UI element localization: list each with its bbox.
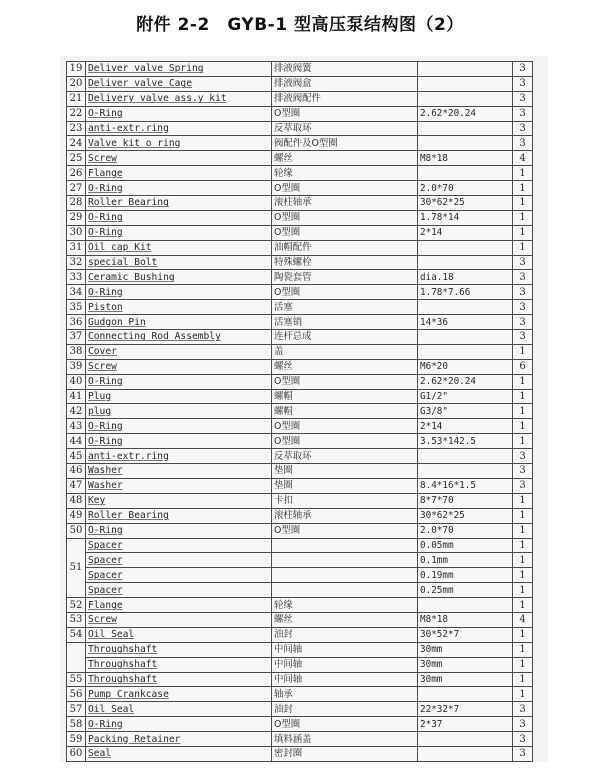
part-qty: 1: [513, 389, 533, 404]
table-row: [67, 478, 533, 493]
part-spec: 8*7*70: [418, 493, 513, 508]
part-spec: [418, 330, 513, 345]
part-name-en: Deliver valve Spring: [86, 62, 272, 77]
table-row: [67, 419, 533, 434]
part-name-en: Spacer: [86, 583, 272, 598]
part-spec: M8*18: [418, 612, 513, 627]
table-row: [67, 464, 533, 479]
part-number: 25: [67, 151, 86, 166]
part-qty: 3: [513, 121, 533, 136]
part-spec: 30*52*7: [418, 627, 513, 642]
part-qty: 1: [513, 404, 533, 419]
part-name-cn: O型圈: [272, 523, 418, 538]
part-name-en: Key: [86, 493, 272, 508]
part-name-en: Connecting Rod Assembly: [86, 330, 272, 345]
table-row: [67, 493, 533, 508]
part-number: 55: [67, 672, 86, 687]
part-name-cn: 垫圈: [272, 464, 418, 479]
part-number: 45: [67, 449, 86, 464]
part-qty: 1: [513, 508, 533, 523]
part-qty: 6: [513, 359, 533, 374]
part-spec: 30*62*25: [418, 196, 513, 211]
part-qty: 1: [513, 598, 533, 613]
table-row: [67, 523, 533, 538]
part-qty: 3: [513, 106, 533, 121]
part-name-cn: 阀配件及O型圈: [272, 136, 418, 151]
part-number: 23: [67, 121, 86, 136]
part-name-cn: 螺丝: [272, 612, 418, 627]
part-number: 40: [67, 374, 86, 389]
part-name-cn: O型圈: [272, 374, 418, 389]
part-number: 42: [67, 404, 86, 419]
part-name-en: Piston: [86, 300, 272, 315]
part-name-cn: O型圈: [272, 210, 418, 225]
part-spec: 30*62*25: [418, 508, 513, 523]
part-spec: [418, 344, 513, 359]
part-number: 53: [67, 612, 86, 627]
part-spec: G1/2": [418, 389, 513, 404]
part-number: 41: [67, 389, 86, 404]
part-spec: 2.0*70: [418, 523, 513, 538]
part-spec: [418, 300, 513, 315]
part-number: 51: [67, 538, 86, 598]
part-name-cn: 滚柱轴承: [272, 508, 418, 523]
part-number: 47: [67, 478, 86, 493]
part-name-en: O-Ring: [86, 106, 272, 121]
table-row: [67, 672, 533, 687]
part-name-cn: 盖: [272, 344, 418, 359]
part-qty: 1: [513, 672, 533, 687]
part-qty: 3: [513, 76, 533, 91]
part-name-en: Washer: [86, 464, 272, 479]
part-name-cn: 轮缘: [272, 598, 418, 613]
part-name-cn: 螺丝: [272, 359, 418, 374]
part-spec: 30mm: [418, 642, 513, 657]
part-qty: 1: [513, 344, 533, 359]
part-name-en: O-Ring: [86, 419, 272, 434]
part-name-en: Deliver valve Cage: [86, 76, 272, 91]
part-name-cn: 中间轴: [272, 642, 418, 657]
part-name-en: Oil Seal: [86, 702, 272, 717]
part-number: 28: [67, 196, 86, 211]
part-name-cn: 排液阀簧: [272, 62, 418, 77]
part-name-en: Flange: [86, 166, 272, 181]
part-spec: [418, 121, 513, 136]
part-number: 43: [67, 419, 86, 434]
table-row: [67, 151, 533, 166]
part-name-cn: O型圈: [272, 181, 418, 196]
table-row: [67, 389, 533, 404]
part-name-en: O-Ring: [86, 374, 272, 389]
part-qty: 1: [513, 523, 533, 538]
table-row: [67, 62, 533, 77]
part-number: 26: [67, 166, 86, 181]
part-spec: 0.1mm: [418, 553, 513, 568]
table-row: [67, 434, 533, 449]
part-spec: 2.62*20.24: [418, 106, 513, 121]
part-qty: 3: [513, 330, 533, 345]
part-spec: 30mm: [418, 657, 513, 672]
part-spec: 22*32*7: [418, 702, 513, 717]
part-number: 36: [67, 315, 86, 330]
table-row: [67, 106, 533, 121]
table-row: [67, 300, 533, 315]
part-spec: [418, 598, 513, 613]
part-number: 59: [67, 732, 86, 747]
part-qty: 4: [513, 151, 533, 166]
part-qty: 1: [513, 196, 533, 211]
part-qty: 3: [513, 300, 533, 315]
part-number: 38: [67, 344, 86, 359]
part-number: 56: [67, 687, 86, 702]
part-spec: 30mm: [418, 672, 513, 687]
part-name-en: O-Ring: [86, 181, 272, 196]
part-name-en: O-Ring: [86, 523, 272, 538]
part-number: 24: [67, 136, 86, 151]
part-name-cn: O型圈: [272, 717, 418, 732]
part-spec: 1.78*14: [418, 210, 513, 225]
part-qty: 1: [513, 657, 533, 672]
part-qty: 1: [513, 374, 533, 389]
part-qty: 1: [513, 642, 533, 657]
part-number: 20: [67, 76, 86, 91]
table-row: [67, 598, 533, 613]
part-name-cn: O型圈: [272, 434, 418, 449]
part-number: 57: [67, 702, 86, 717]
part-name-en: plug: [86, 404, 272, 419]
part-qty: 1: [513, 419, 533, 434]
part-spec: [418, 255, 513, 270]
part-name-cn: O型圈: [272, 285, 418, 300]
part-name-en: Plug: [86, 389, 272, 404]
part-number: 21: [67, 91, 86, 106]
table-row: [67, 553, 533, 568]
part-number: 46: [67, 464, 86, 479]
part-name-en: Spacer: [86, 568, 272, 583]
parts-table-body: [67, 62, 533, 762]
part-spec: 2.0*70: [418, 181, 513, 196]
part-name-cn: 螺帽: [272, 404, 418, 419]
part-qty: 1: [513, 687, 533, 702]
part-name-en: Screw: [86, 151, 272, 166]
part-number: 35: [67, 300, 86, 315]
part-name-en: Cover: [86, 344, 272, 359]
part-number: 50: [67, 523, 86, 538]
part-name-cn: 螺丝: [272, 151, 418, 166]
part-qty: 4: [513, 612, 533, 627]
table-row: [67, 746, 533, 761]
table-row: [67, 344, 533, 359]
table-row: [67, 687, 533, 702]
part-spec: 2.62*20.24: [418, 374, 513, 389]
table-row: [67, 717, 533, 732]
part-number: 54: [67, 627, 86, 642]
part-name-en: Ceramic Bushing: [86, 270, 272, 285]
part-number: 19: [67, 62, 86, 77]
part-spec: dia.18: [418, 270, 513, 285]
part-spec: M6*20: [418, 359, 513, 374]
part-name-en: Packing Retainer: [86, 732, 272, 747]
part-name-cn: O型圈: [272, 225, 418, 240]
part-number: 31: [67, 240, 86, 255]
part-number: 52: [67, 598, 86, 613]
part-name-en: anti-extr.ring: [86, 121, 272, 136]
part-name-en: Roller Bearing: [86, 508, 272, 523]
table-row: [67, 568, 533, 583]
part-qty: 3: [513, 478, 533, 493]
part-name-en: Delivery valve ass.y kit: [86, 91, 272, 106]
part-number: 58: [67, 717, 86, 732]
part-qty: 1: [513, 538, 533, 553]
part-name-en: Screw: [86, 359, 272, 374]
part-qty: 1: [513, 210, 533, 225]
part-name-en: Spacer: [86, 538, 272, 553]
part-name-en: Throughshaft: [86, 642, 272, 657]
part-number: 37: [67, 330, 86, 345]
part-name-en: Spacer: [86, 553, 272, 568]
part-name-cn: O型圈: [272, 419, 418, 434]
part-spec: [418, 166, 513, 181]
part-qty: 1: [513, 568, 533, 583]
part-qty: 1: [513, 553, 533, 568]
part-number: [67, 642, 86, 672]
table-row: [67, 627, 533, 642]
part-qty: 1: [513, 583, 533, 598]
table-row: [67, 330, 533, 345]
table-row: [67, 270, 533, 285]
part-qty: 3: [513, 746, 533, 761]
table-row: [67, 225, 533, 240]
part-spec: 3.53*142.5: [418, 434, 513, 449]
part-name-cn: 垫圈: [272, 478, 418, 493]
part-name-cn: 反萃取环: [272, 449, 418, 464]
part-qty: 3: [513, 136, 533, 151]
part-qty: 3: [513, 464, 533, 479]
part-spec: 0.25mm: [418, 583, 513, 598]
part-number: 49: [67, 508, 86, 523]
part-spec: G3/8": [418, 404, 513, 419]
part-name-cn: 中间轴: [272, 672, 418, 687]
part-spec: [418, 746, 513, 761]
part-qty: 3: [513, 62, 533, 77]
part-name-cn: 特殊螺栓: [272, 255, 418, 270]
part-spec: 0.05mm: [418, 538, 513, 553]
part-name-cn: 滚柱轴承: [272, 196, 418, 211]
part-number: 33: [67, 270, 86, 285]
part-spec: [418, 240, 513, 255]
part-spec: [418, 136, 513, 151]
part-number: 27: [67, 181, 86, 196]
table-row: [67, 702, 533, 717]
part-qty: 1: [513, 434, 533, 449]
part-spec: 2*14: [418, 419, 513, 434]
part-name-cn: 螺帽: [272, 389, 418, 404]
part-spec: 8.4*16*1.5: [418, 478, 513, 493]
part-name-cn: 轴承: [272, 687, 418, 702]
part-name-en: Pump Crankcase: [86, 687, 272, 702]
part-name-cn: 油封: [272, 702, 418, 717]
table-row: [67, 449, 533, 464]
part-name-cn: 活塞: [272, 300, 418, 315]
page-title: 附件 2-2 GYB-1 型高压泵结构图（2）: [136, 15, 464, 35]
part-number: 34: [67, 285, 86, 300]
part-spec: 2*14: [418, 225, 513, 240]
table-row: [67, 538, 533, 553]
part-spec: 0.19mm: [418, 568, 513, 583]
part-spec: [418, 732, 513, 747]
table-row: [67, 508, 533, 523]
part-qty: 3: [513, 285, 533, 300]
part-name-en: Throughshaft: [86, 657, 272, 672]
part-name-cn: 陶瓷套管: [272, 270, 418, 285]
part-name-cn: 反萃取环: [272, 121, 418, 136]
part-name-en: Seal: [86, 746, 272, 761]
part-name-cn: 油封: [272, 627, 418, 642]
part-qty: 1: [513, 627, 533, 642]
table-row: [67, 374, 533, 389]
table-row: [67, 166, 533, 181]
part-qty: 3: [513, 717, 533, 732]
part-name-en: Oil Seal: [86, 627, 272, 642]
part-spec: 14*36: [418, 315, 513, 330]
part-spec: 2*37: [418, 717, 513, 732]
table-row: [67, 404, 533, 419]
part-qty: 1: [513, 225, 533, 240]
part-name-cn: [272, 568, 418, 583]
part-spec: [418, 464, 513, 479]
part-qty: 1: [513, 493, 533, 508]
part-name-cn: [272, 553, 418, 568]
part-name-cn: 中间轴: [272, 657, 418, 672]
table-row: [67, 359, 533, 374]
part-name-cn: 填料涵盖: [272, 732, 418, 747]
part-name-cn: 排液阀盒: [272, 76, 418, 91]
table-row: [67, 657, 533, 672]
table-row: [67, 76, 533, 91]
part-spec: [418, 687, 513, 702]
part-spec: [418, 76, 513, 91]
part-qty: 3: [513, 315, 533, 330]
part-name-cn: 排液阀配件: [272, 91, 418, 106]
part-qty: 1: [513, 240, 533, 255]
part-qty: 3: [513, 255, 533, 270]
part-spec: 1.78*7.66: [418, 285, 513, 300]
part-name-cn: [272, 583, 418, 598]
part-name-en: Oil cap Kit: [86, 240, 272, 255]
part-name-cn: 卡扣: [272, 493, 418, 508]
part-number: 22: [67, 106, 86, 121]
part-spec: [418, 62, 513, 77]
part-name-en: Gudgon Pin: [86, 315, 272, 330]
part-number: 30: [67, 225, 86, 240]
table-row: [67, 315, 533, 330]
part-name-en: Screw: [86, 612, 272, 627]
part-name-en: anti-extr.ring: [86, 449, 272, 464]
part-name-en: O-Ring: [86, 285, 272, 300]
part-name-en: Flange: [86, 598, 272, 613]
table-row: [67, 136, 533, 151]
table-row: [67, 612, 533, 627]
parts-table: [66, 61, 533, 762]
part-name-cn: O型圈: [272, 106, 418, 121]
part-qty: 3: [513, 91, 533, 106]
part-name-cn: [272, 538, 418, 553]
part-name-cn: 油帽配件: [272, 240, 418, 255]
table-row: [67, 642, 533, 657]
part-qty: 3: [513, 270, 533, 285]
table-row: [67, 732, 533, 747]
part-name-en: Roller Bearing: [86, 196, 272, 211]
table-row: [67, 121, 533, 136]
part-qty: 3: [513, 449, 533, 464]
part-number: 29: [67, 210, 86, 225]
table-row: [67, 210, 533, 225]
part-name-cn: 活塞销: [272, 315, 418, 330]
table-row: [67, 196, 533, 211]
part-qty: 3: [513, 702, 533, 717]
part-spec: [418, 91, 513, 106]
part-name-en: Washer: [86, 478, 272, 493]
part-qty: 1: [513, 181, 533, 196]
part-name-en: O-Ring: [86, 717, 272, 732]
part-spec: M8*18: [418, 151, 513, 166]
part-number: 60: [67, 746, 86, 761]
part-name-en: Valve kit o ring: [86, 136, 272, 151]
table-row: [67, 583, 533, 598]
part-name-en: O-Ring: [86, 225, 272, 240]
part-number: 48: [67, 493, 86, 508]
table-row: [67, 91, 533, 106]
part-name-en: Throughshaft: [86, 672, 272, 687]
table-row: [67, 285, 533, 300]
table-row: [67, 240, 533, 255]
part-number: 32: [67, 255, 86, 270]
part-name-en: special Bolt: [86, 255, 272, 270]
part-qty: 1: [513, 166, 533, 181]
table-row: [67, 181, 533, 196]
part-name-cn: 密封圈: [272, 746, 418, 761]
part-name-cn: 连杆总成: [272, 330, 418, 345]
part-spec: [418, 449, 513, 464]
part-name-en: O-Ring: [86, 210, 272, 225]
part-number: 44: [67, 434, 86, 449]
part-name-en: O-Ring: [86, 434, 272, 449]
part-qty: 3: [513, 732, 533, 747]
part-name-cn: 轮缘: [272, 166, 418, 181]
table-row: [67, 255, 533, 270]
part-number: 39: [67, 359, 86, 374]
